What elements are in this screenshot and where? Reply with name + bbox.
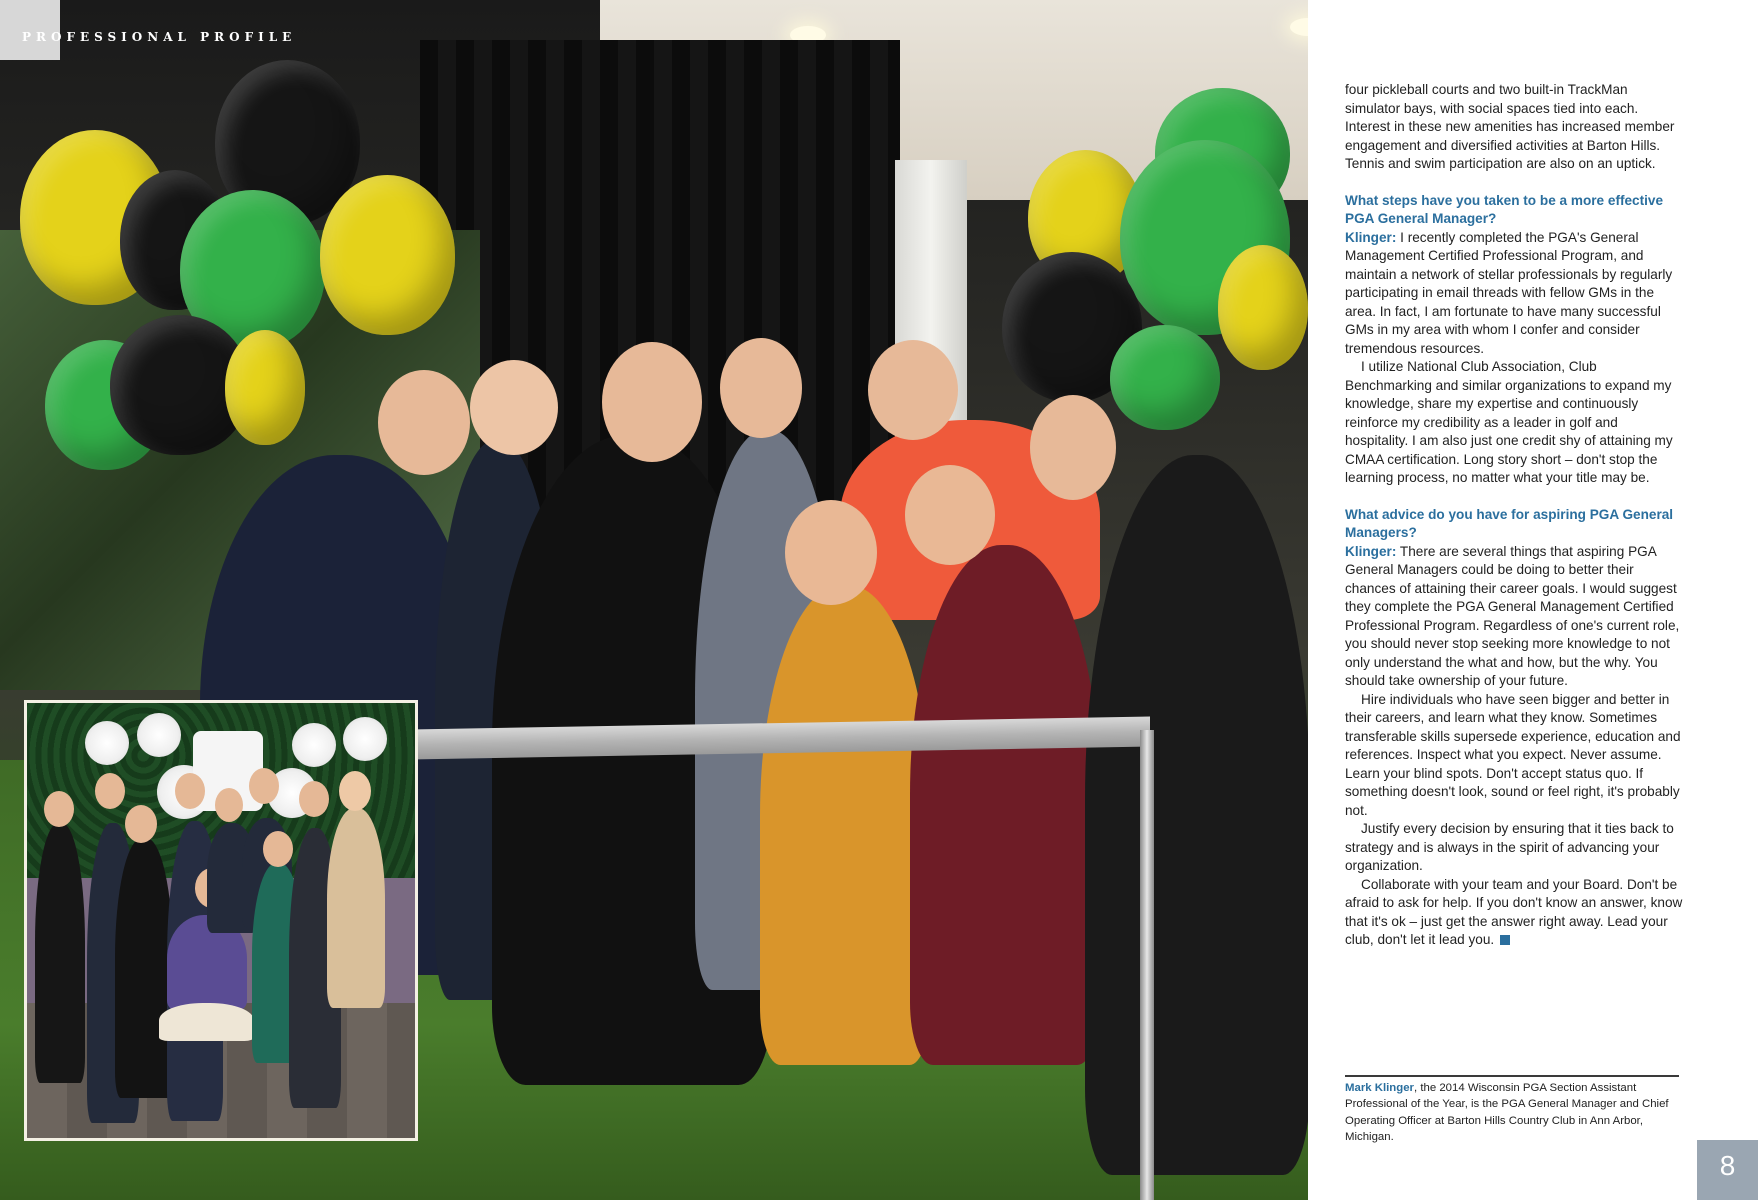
answer-2-paragraph-2: Hire individuals who have seen bigger and better in their careers, and learn what they know. Sometimes transferable skills supersede experience, education and references. Inspect what you expect. Never assume. Learn your blind spots. Don't accept status quo. If something doesn't look, sound or feel right, it's probably not.: [1345, 691, 1681, 818]
person: [327, 808, 385, 1008]
person: [760, 585, 930, 1065]
person-head: [470, 360, 558, 455]
person-head: [1030, 395, 1116, 500]
person-head: [339, 771, 371, 811]
person-head: [299, 781, 329, 817]
balloon: [1218, 245, 1308, 370]
answer-1-paragraph-1: Klinger: I recently completed the PGA's General Management Certified Professional Program, and maintain a network of stellar professionals by regularly participating in email threads with fellow GMs in the area. In fact, I am fortunate to have many successful GMs in my area with whom I confer and consider tremendous resources.: [1345, 229, 1673, 356]
person-head: [95, 773, 125, 809]
bio-text: , the 2014 Wisconsin PGA Section Assistant Professional of the Year, is the PGA General Manager and Chief Operating Officer at Barton Hills Country Club in Ann Arbor, Michigan.: [1345, 1082, 1669, 1144]
person-head: [720, 338, 802, 438]
answer-2-paragraph-4: Collaborate with your team and your Board. Don't be afraid to ask for help. If you don't know an answer, know that it's ok – just get the answer right away. Lead your club, don't let it lead you.: [1345, 876, 1683, 947]
bio-divider: [1345, 1075, 1679, 1077]
person-head: [868, 340, 958, 440]
person-head: [785, 500, 877, 605]
article-body: [1345, 81, 1683, 950]
question-2: What advice do you have for aspiring PGA General Managers?: [1345, 506, 1674, 540]
balloon: [225, 330, 305, 445]
speaker-label: Klinger:: [1345, 229, 1397, 245]
person-head: [263, 831, 293, 867]
person-head: [125, 805, 157, 843]
person-head: [44, 791, 74, 827]
paper-flower: [292, 723, 336, 767]
answer-1-paragraph-2: I utilize National Club Association, Club Benchmarking and similar organizations to expand my knowledge, share my expertise and continuously reinforce my credibility as a leader in golf and hospitality. I am also just one credit shy of attaining my CMAA certification. Long story short – don't stop the learning process, no matter what your title may be.: [1345, 359, 1673, 485]
person: [115, 838, 173, 1098]
balloon: [320, 175, 455, 335]
person-head: [905, 465, 995, 565]
person: [159, 1003, 254, 1041]
answer-2-paragraph-3: Justify every decision by ensuring that it ties back to strategy and is always in the spirit of advancing your organization.: [1345, 821, 1674, 873]
author-bio: [1345, 1080, 1683, 1146]
person-head: [249, 768, 279, 804]
inset-photo: [24, 700, 418, 1141]
end-mark-icon: [1500, 935, 1510, 945]
person: [910, 545, 1100, 1065]
stanchion-post: [1140, 730, 1154, 1200]
page-number-tab: [1697, 1140, 1758, 1200]
paper-flower: [85, 721, 129, 765]
answer-2-paragraph-1: Klinger: There are several things that aspiring PGA General Managers could be doing to better their chances of attaining their career goals. I would suggest they complete the PGA General Management Certified Professional Program. Regardless of one's current role, you should never stop seeking more knowledge to not only understand the what and how, but the why. You should take ownership of your future.: [1345, 543, 1680, 688]
question-1: What steps have you taken to be a more effective PGA General Manager?: [1345, 192, 1664, 226]
paper-flower: [343, 717, 387, 761]
person: [1085, 455, 1308, 1175]
balloon: [1110, 325, 1220, 430]
article-intro: four pickleball courts and two built-in TrackMan simulator bays, with social spaces tied into each. Interest in these new amenities has increased member engagement and diversified activities at Barton Hills. Tennis and swim participation are also on an uptick.: [1345, 82, 1675, 171]
paper-flower: [137, 713, 181, 757]
person-head: [175, 773, 205, 809]
person-head: [215, 788, 243, 822]
speaker-label: Klinger:: [1345, 543, 1397, 559]
person: [35, 823, 85, 1083]
page-number: 8: [1719, 1150, 1736, 1181]
section-label: PROFESSIONAL PROFILE: [22, 30, 297, 44]
person-head: [378, 370, 470, 475]
bio-name: Mark Klinger: [1345, 1082, 1414, 1094]
person-head: [602, 342, 702, 462]
